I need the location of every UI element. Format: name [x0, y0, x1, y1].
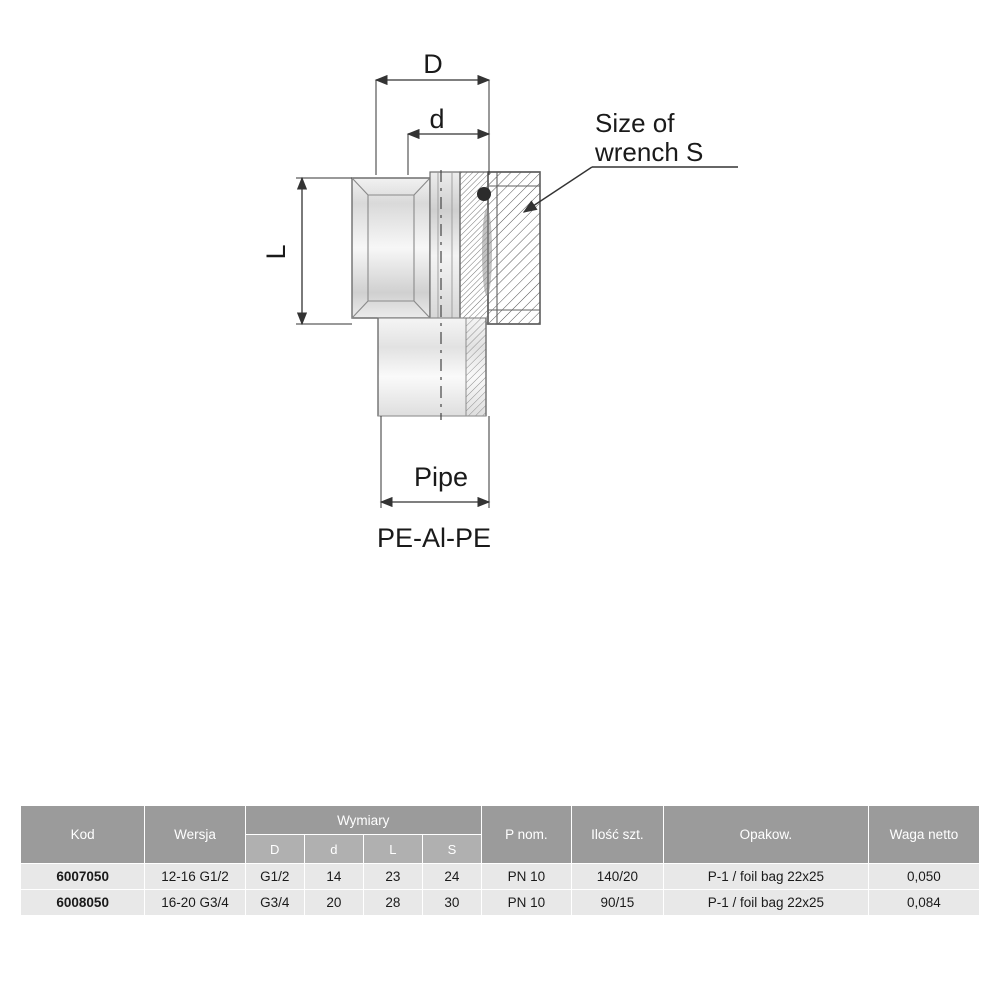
cell-kod: 6007050	[21, 864, 145, 890]
cell-wersja: 16-20 G3/4	[145, 890, 245, 916]
pipe-section	[378, 318, 486, 416]
cell-wersja: 12-16 G1/2	[145, 864, 245, 890]
cell-waga: 0,084	[868, 890, 979, 916]
header-p-nom: P nom.	[481, 806, 571, 864]
dimension-label-L: L	[261, 244, 291, 260]
cell-S: 30	[422, 890, 481, 916]
specification-table	[20, 805, 980, 916]
header-wersja: Wersja	[145, 806, 245, 864]
cell-L: 28	[363, 890, 422, 916]
cell-d: 20	[304, 890, 363, 916]
cell-p-nom: PN 10	[481, 890, 571, 916]
dimension-d	[408, 134, 489, 175]
header-kod: Kod	[21, 806, 145, 864]
wrench-note-line1: Size of	[595, 108, 675, 138]
header-opakow: Opakow.	[663, 806, 868, 864]
cell-opakow: P-1 / foil bag 22x25	[663, 864, 868, 890]
dimension-L	[296, 178, 352, 324]
pipe-material-label: PE-Al-PE	[376, 523, 492, 553]
table-row	[21, 864, 980, 890]
cell-D: G1/2	[245, 864, 304, 890]
wrench-note-line2: wrench S	[595, 137, 704, 167]
table-body	[21, 864, 980, 916]
cell-kod: 6008050	[21, 890, 145, 916]
cell-L: 23	[363, 864, 422, 890]
header-waga: Waga netto	[868, 806, 979, 864]
o-ring-detail	[477, 187, 491, 201]
cell-D: G3/4	[245, 890, 304, 916]
cell-ilosc: 90/15	[571, 890, 663, 916]
fitting-sleeve	[430, 172, 460, 324]
fitting-body-section	[488, 172, 540, 324]
table-row	[21, 890, 980, 916]
cell-ilosc: 140/20	[571, 864, 663, 890]
pipe-label: Pipe	[413, 462, 469, 492]
header-dim-d: d	[304, 835, 363, 864]
header-dim-L: L	[363, 835, 422, 864]
dimension-label-d: d	[429, 104, 445, 134]
cell-p-nom: PN 10	[481, 864, 571, 890]
cell-waga: 0,050	[868, 864, 979, 890]
table-header-row-main	[21, 806, 980, 835]
header-dim-D: D	[245, 835, 304, 864]
wrench-callout-leader	[524, 167, 738, 212]
header-ilosc: Ilość szt.	[571, 806, 663, 864]
header-wymiary: Wymiary	[245, 806, 481, 835]
header-dim-S: S	[422, 835, 481, 864]
table-header	[21, 806, 980, 864]
dimension-label-D: D	[423, 49, 443, 79]
cell-S: 24	[422, 864, 481, 890]
cell-d: 14	[304, 864, 363, 890]
cell-opakow: P-1 / foil bag 22x25	[663, 890, 868, 916]
